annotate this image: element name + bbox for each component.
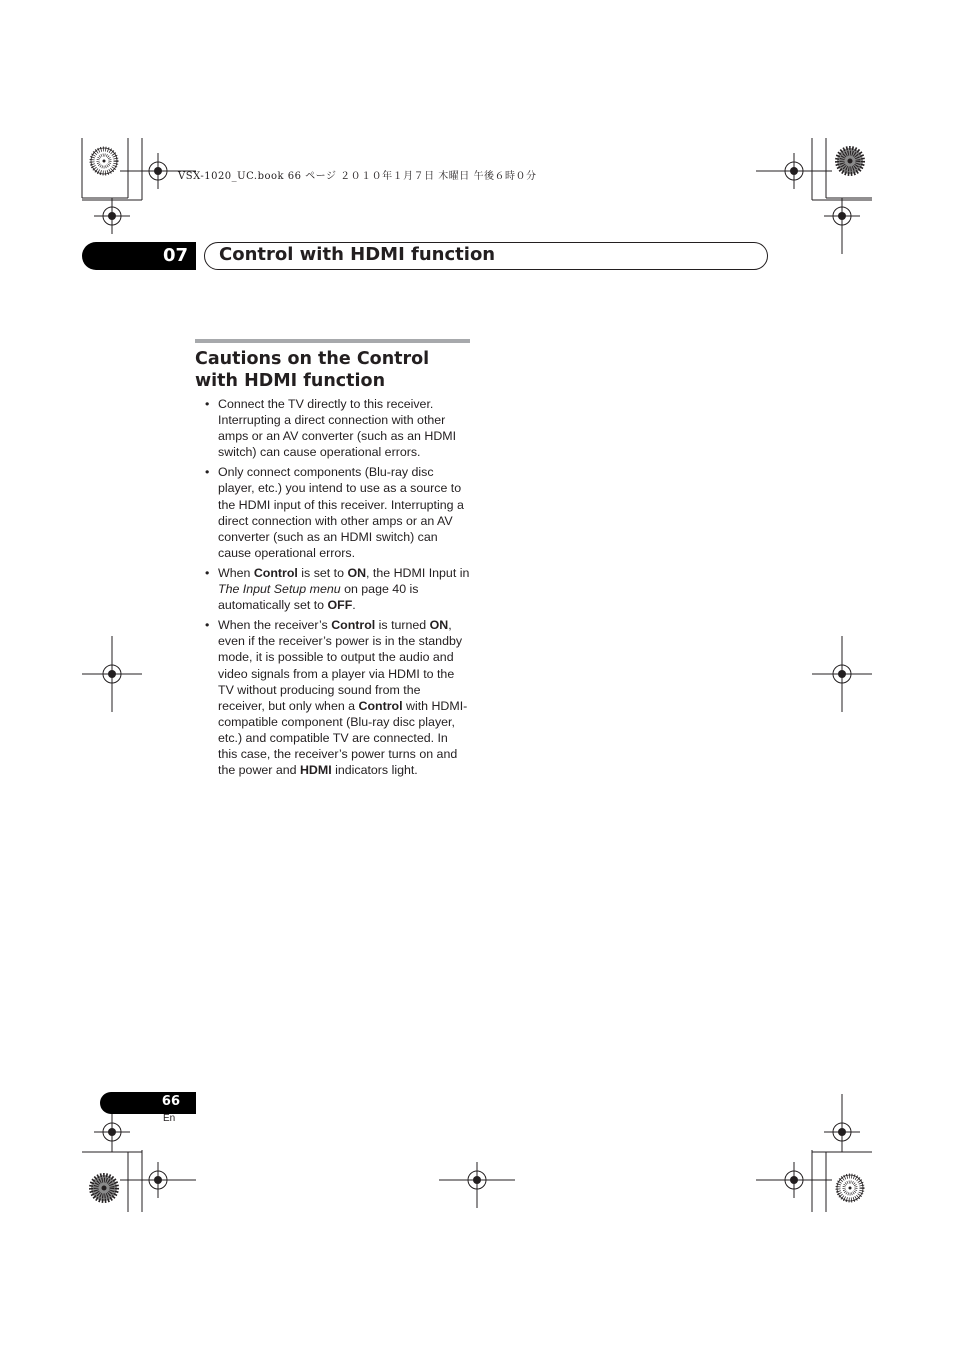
bullet-text-segment: When the receiver’s xyxy=(218,618,332,633)
bullet-dot: • xyxy=(205,618,210,633)
bullet-dot: • xyxy=(205,465,210,480)
star-target-top-left xyxy=(91,148,117,174)
page-number: 66 xyxy=(161,1094,180,1109)
bullet-text-segment: Connect the TV directly to this receiver. Interrupting a direct connection with other amps or an AV converter (such as an HDMI switch) can cause operational errors. xyxy=(218,397,457,460)
bullet-text-segment: Only connect components (Blu-ray disc player, etc.) you intend to use as a source to the HDMI input of this receiver. Interrupting a direct connection with other amps or an AV converter (such as an HDMI switch) can cause operational errors. xyxy=(218,465,464,560)
bullet-text-segment: HDMI xyxy=(299,763,332,778)
bullet-item xyxy=(195,617,470,778)
bullet-text-segment: , the HDMI Input in xyxy=(366,565,470,580)
bullet-text-segment: Control xyxy=(331,618,376,633)
chapter-title: Control with HDMI function xyxy=(219,244,496,265)
bullet-dot: • xyxy=(205,397,210,411)
star-target-bottom-left xyxy=(91,1175,117,1201)
page-language: En xyxy=(163,1113,176,1124)
print-info-line: VSX-1020_UC.book 66 ページ ２０１０年１月７日 木曜日 午後６時０分 xyxy=(178,171,537,182)
bullet-item xyxy=(195,464,470,561)
bullet-text-segment: When xyxy=(218,565,254,580)
bullet-text-segment: on page 40 is automatically set to xyxy=(218,582,419,613)
bullet-text-segment: indicators light. xyxy=(331,763,418,778)
bullet-text-segment: Control xyxy=(358,698,403,713)
chapter-number: 07 xyxy=(162,245,188,266)
bullet-text-segment: ON xyxy=(429,618,449,633)
bullet-dot: • xyxy=(205,565,210,580)
bullet-text-segment: Control xyxy=(253,565,298,580)
star-target-bottom-right xyxy=(837,1175,863,1201)
bullet-text-segment: The Input Setup menu xyxy=(218,582,341,597)
bullet-text-segment: OFF xyxy=(327,598,353,613)
bullet-text-segment: is set to xyxy=(297,565,348,580)
cautions-section xyxy=(195,339,470,782)
bullet-text-segment: . xyxy=(352,598,356,613)
bullet-item xyxy=(195,565,470,613)
section-heading: Cautions on the Control with HDMI function xyxy=(195,349,430,391)
bullet-text-segment: ON xyxy=(347,565,367,580)
chapter-tab xyxy=(82,242,196,270)
star-target-top-right xyxy=(837,148,863,174)
page-number-tab xyxy=(100,1092,196,1114)
chapter-header-bar xyxy=(204,242,768,270)
bullet-text-segment: with HDMI-compatible component (Blu-ray disc player, etc.) and compatible TV are connected. In this case, the receiver’s power turns on and the power and xyxy=(218,698,468,778)
bullet-list xyxy=(195,396,470,778)
bullet-text-segment: is turned xyxy=(375,618,430,633)
bullet-text-segment: , even if the receiver’s power is in the standby mode, it is possible to output the audio and video signals from a player via HDMI to the TV without producing sound from the receiver, but only when a xyxy=(218,618,463,713)
bullet-item xyxy=(195,396,470,460)
section-rule xyxy=(195,339,470,343)
